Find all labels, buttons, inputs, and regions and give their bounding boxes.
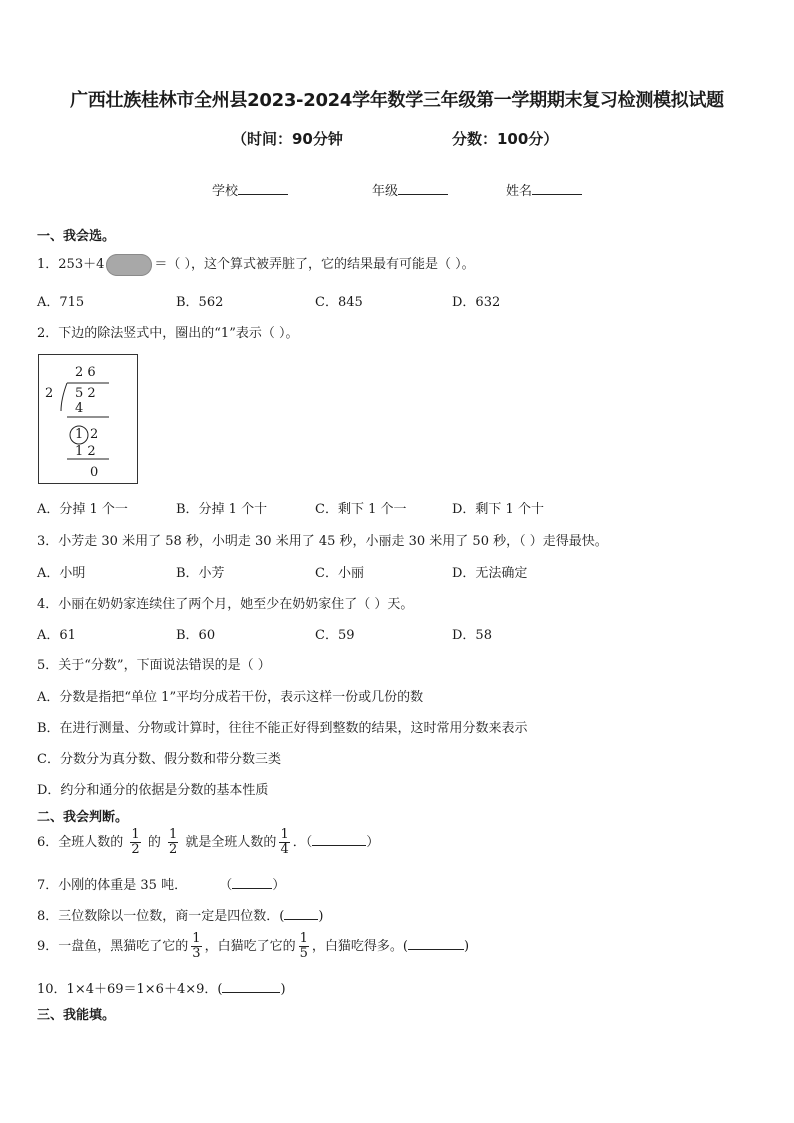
- grade-field: [372, 180, 448, 199]
- page-title: 广西壮族桂林市全州县2023-2024学年数学三年级第一学期期末复习检测模拟试题: [70, 90, 724, 111]
- question-4-option-d[interactable]: D．58: [452, 628, 492, 643]
- fraction-one-half: [168, 828, 178, 857]
- fraction-numerator: 1: [131, 827, 140, 842]
- fraction-numerator: 1: [280, 827, 289, 842]
- question-10: [37, 978, 286, 997]
- fraction-numerator: 1: [299, 931, 308, 946]
- school-field: [212, 180, 288, 199]
- fraction-denominator: 3: [192, 946, 201, 961]
- question-4: 4．小丽在奶奶家连续住了两个月，她至少在奶奶家住了（ ）天。: [37, 597, 414, 612]
- question-1-option-a[interactable]: A．715: [37, 295, 85, 310]
- question-5-option-c[interactable]: C．分数分为真分数、假分数和带分数三类: [37, 752, 281, 767]
- question-10-text: 10．1×4＋69＝1×6＋4×9．(: [37, 982, 223, 997]
- fraction-numerator: 1: [169, 827, 178, 842]
- fraction-one-third: [191, 932, 201, 961]
- section-3-heading: 三、我能填。: [37, 1008, 116, 1023]
- fraction-one-fifth: [299, 932, 309, 961]
- division-figure: [38, 354, 138, 484]
- question-1-option-c[interactable]: C．845: [315, 295, 363, 310]
- question-7-paren-open: （: [219, 878, 233, 893]
- question-3-option-d[interactable]: D．无法确定: [452, 566, 528, 581]
- question-6: [37, 828, 379, 857]
- question-1-suffix: ＝（ ），这个算式被弄脏了，它的结果最有可能是（ ）。: [154, 257, 475, 272]
- question-8-text: 8．三位数除以一位数，商一定是四位数．(: [37, 909, 285, 924]
- question-7: [37, 874, 285, 893]
- question-2-option-a[interactable]: A．分掉 1 个一: [37, 502, 128, 517]
- question-6-text-c: 就是全班人数的: [185, 835, 277, 850]
- question-6-text-d: ．（: [292, 835, 313, 850]
- school-label: 学校: [212, 184, 239, 199]
- fraction-one-quarter: [279, 828, 289, 857]
- division-step-1: 4: [75, 401, 84, 416]
- division-remainder: 0: [90, 465, 99, 480]
- question-3-option-a[interactable]: A．小明: [37, 566, 86, 581]
- question-8-paren-close: ): [318, 909, 324, 924]
- question-2: 2．下边的除法竖式中，圈出的“1”表示（ ）。: [37, 326, 299, 341]
- question-7-paren-close: ）: [272, 878, 286, 893]
- division-dividend: 5 2: [75, 386, 96, 401]
- question-10-paren-close: ): [280, 982, 286, 997]
- question-4-option-a[interactable]: A．61: [37, 628, 76, 643]
- exam-time: （时间：90分钟: [232, 130, 343, 148]
- question-7-answer-blank[interactable]: [232, 876, 272, 889]
- fraction-numerator: 1: [192, 931, 201, 946]
- question-5-option-d[interactable]: D．约分和通分的依据是分数的基本性质: [37, 783, 269, 798]
- question-5-option-b[interactable]: B．在进行测量、分物或计算时，往往不能正好得到整数的结果，这时常用分数来表示: [37, 721, 528, 736]
- division-circled-digit: 1: [75, 427, 84, 442]
- section-1-heading: 一、我会选。: [37, 229, 116, 244]
- question-6-text-b: 的: [147, 835, 161, 850]
- ink-smudge-icon: [106, 254, 152, 276]
- question-1-prefix: 1．253＋4: [37, 257, 105, 272]
- question-10-answer-blank[interactable]: [222, 980, 280, 993]
- grade-blank[interactable]: [398, 182, 448, 195]
- question-2-option-c[interactable]: C．剩下 1 个一: [315, 502, 407, 517]
- question-9-paren-close: ): [463, 939, 470, 954]
- question-1: [37, 253, 475, 276]
- question-5-option-a[interactable]: A．分数是指把“单位 1”平均分成若干份，表示这样一份或几份的数: [37, 690, 424, 705]
- question-2-option-d[interactable]: D．剩下 1 个十: [452, 502, 544, 517]
- question-2-option-b[interactable]: B．分掉 1 个十: [176, 502, 268, 517]
- name-label: 姓名: [506, 184, 533, 199]
- question-9-text-a: 9．一盘鱼，黑猫吃了它的: [37, 939, 189, 954]
- question-6-text-e: ）: [366, 835, 380, 850]
- division-quotient: 2 6: [75, 365, 96, 380]
- section-2-heading: 二、我会判断。: [37, 810, 129, 825]
- question-3: 3．小芳走 30 米用了 58 秒，小明走 30 米用了 45 秒，小丽走 30 米用了 50 秒，（ ）走得最快。: [37, 534, 608, 549]
- fraction-denominator: 5: [299, 946, 308, 961]
- question-4-option-b[interactable]: B．60: [176, 628, 216, 643]
- division-step-2: 1 2: [75, 444, 96, 459]
- division-circled-rest: 2: [90, 427, 99, 442]
- grade-label: 年级: [372, 184, 399, 199]
- question-9-text-c: ，白猫吃得多。(: [311, 939, 408, 954]
- question-6-text-a: 6．全班人数的: [37, 835, 124, 850]
- question-4-option-c[interactable]: C．59: [315, 628, 355, 643]
- question-1-option-d[interactable]: D．632: [452, 295, 501, 310]
- question-9-answer-blank[interactable]: [408, 937, 464, 950]
- name-blank[interactable]: [532, 182, 582, 195]
- question-3-option-b[interactable]: B．小芳: [176, 566, 225, 581]
- division-divisor: 2: [45, 386, 54, 401]
- name-field: [506, 180, 582, 199]
- exam-score: 分数：100分）: [452, 130, 559, 148]
- fraction-denominator: 4: [280, 842, 289, 857]
- fraction-denominator: 2: [169, 842, 178, 857]
- fraction-denominator: 2: [131, 842, 140, 857]
- question-7-text: 7．小刚的体重是 35 吨．: [37, 878, 188, 893]
- question-8: [37, 905, 323, 924]
- question-5: 5．关于“分数”，下面说法错误的是（ ）: [37, 658, 271, 673]
- question-3-option-c[interactable]: C．小丽: [315, 566, 364, 581]
- question-9: [37, 932, 469, 961]
- question-6-answer-blank[interactable]: [312, 833, 366, 846]
- question-1-option-b[interactable]: B．562: [176, 295, 224, 310]
- fraction-one-half: [130, 828, 140, 857]
- question-9-text-b: ，白猫吃了它的: [204, 939, 296, 954]
- question-8-answer-blank[interactable]: [284, 907, 318, 920]
- school-blank[interactable]: [238, 182, 288, 195]
